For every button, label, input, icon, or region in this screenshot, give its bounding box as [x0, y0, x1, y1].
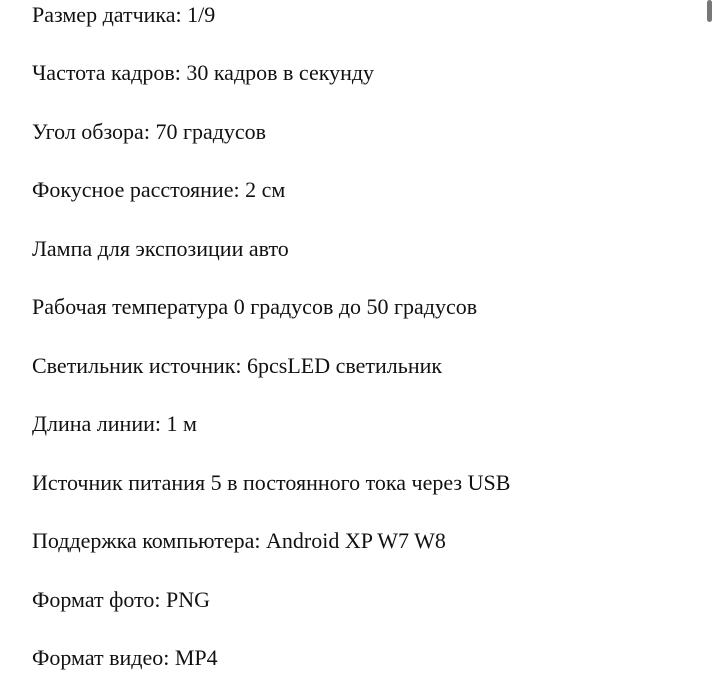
spec-line: Светильник источник: 6pcsLED светильник [32, 353, 443, 378]
spec-line: Формат видео: MP4 [32, 645, 218, 670]
spec-line: Поддержка компьютера: Android XP W7 W8 [32, 528, 446, 553]
spec-line: Лампа для экспозиции авто [32, 236, 289, 261]
spec-line: Формат фото: PNG [32, 587, 211, 612]
spec-line: Размер датчика: 1/9 [32, 2, 216, 27]
spec-line: Источник питания 5 в постоянного тока через USB [32, 470, 511, 495]
scrollbar-thumb[interactable] [707, 0, 712, 22]
spec-line: Длина линии: 1 м [32, 411, 197, 436]
spec-line: Фокусное расстояние: 2 см [32, 177, 286, 202]
spec-line: Угол обзора: 70 градусов [32, 119, 267, 144]
spec-line: Рабочая температура 0 градусов до 50 градусов [32, 294, 478, 319]
spec-line: Частота кадров: 30 кадров в секунду [32, 60, 375, 85]
